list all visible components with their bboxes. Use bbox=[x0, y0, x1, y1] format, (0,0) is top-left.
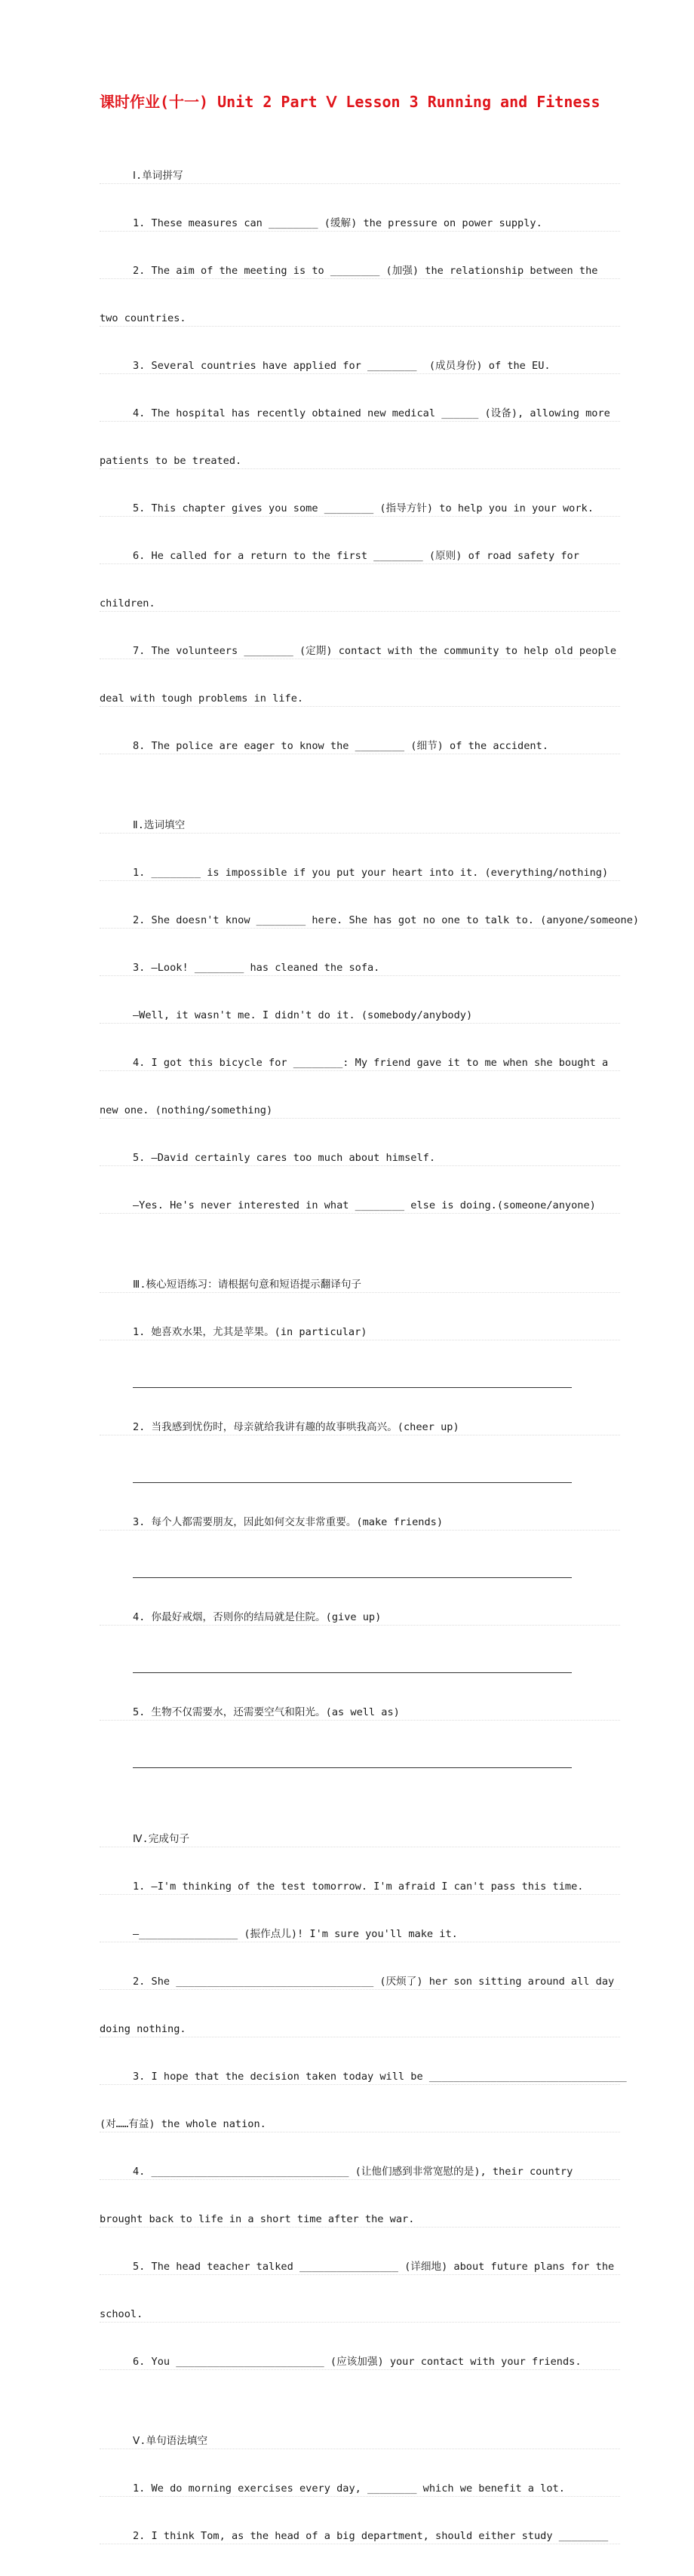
question-line: 2. She doesn't know ________ here. She has got no one to talk to. (anyone/someone) bbox=[100, 913, 620, 929]
question-line: 1. We do morning exercises every day, ________ which we benefit a lot. bbox=[100, 2481, 620, 2497]
section-heading-1: Ⅰ.单词拼写 bbox=[100, 168, 620, 184]
question-line: 6. You ________________________ (应该加强) your contact with your friends. bbox=[100, 2354, 620, 2370]
translation-prompt: 2. 当我感到忧伤时，母亲就给我讲有趣的故事哄我高兴。(cheer up) bbox=[100, 1420, 620, 1435]
question-line: new one. (nothing/something) bbox=[100, 1103, 620, 1119]
question-line: school. bbox=[100, 2307, 620, 2323]
question-line: 5. The head teacher talked ________________ (详细地) about future plans for the bbox=[100, 2259, 620, 2275]
question-line: 3. —Look! ________ has cleaned the sofa. bbox=[100, 960, 620, 976]
answer-line[interactable] bbox=[133, 1752, 572, 1768]
question-line: 4. I got this bicycle for ________: My friend gave it to me when she bought a bbox=[100, 1055, 620, 1071]
question-line: 2. The aim of the meeting is to ________ (加强) the relationship between the bbox=[100, 263, 620, 279]
answer-line[interactable] bbox=[133, 1657, 572, 1673]
question-line: —________________ (振作点儿)! I'm sure you'll make it. bbox=[100, 1927, 620, 1942]
question-line: —Yes. He's never interested in what ________ else is doing.(someone/anyone) bbox=[100, 1198, 620, 1214]
question-line: (对……有益) the whole nation. bbox=[100, 2117, 620, 2132]
question-line: 4. The hospital has recently obtained new medical ______ (设备), allowing more bbox=[100, 406, 620, 422]
translation-prompt: 5. 生物不仅需要水，还需要空气和阳光。(as well as) bbox=[100, 1705, 620, 1721]
page-title: 课时作业(十一) Unit 2 Part Ⅴ Lesson 3 Running and Fitness bbox=[100, 93, 600, 111]
section-heading-2: Ⅱ.选词填空 bbox=[100, 818, 620, 834]
question-line: 4. ________________________________ (让他们感到非常宽慰的是), their country bbox=[100, 2164, 620, 2180]
question-line: 3. Several countries have applied for ________ (成员身份) of the EU. bbox=[100, 358, 620, 374]
translation-prompt: 1. 她喜欢水果，尤其是苹果。(in particular) bbox=[100, 1325, 620, 1340]
question-line: 8. The police are eager to know the ________ (细节) of the accident. bbox=[100, 738, 620, 754]
question-line: 1. —I'm thinking of the test tomorrow. I'm afraid I can't pass this time. bbox=[100, 1879, 620, 1895]
question-line: two countries. bbox=[100, 311, 620, 327]
answer-line[interactable] bbox=[133, 1562, 572, 1578]
question-line: 2. She ________________________________ (厌烦了) her son sitting around all day bbox=[100, 1974, 620, 1990]
question-line: 5. —David certainly cares too much about himself. bbox=[100, 1150, 620, 1166]
translation-prompt: 3. 每个人都需要朋友，因此如何交友非常重要。(make friends) bbox=[100, 1515, 620, 1531]
question-line: doing nothing. bbox=[100, 2022, 620, 2037]
section-heading-5: Ⅴ.单句语法填空 bbox=[100, 2433, 620, 2449]
answer-line[interactable] bbox=[133, 1467, 572, 1483]
question-line: brought back to life in a short time after the war. bbox=[100, 2212, 620, 2228]
question-line: 5. This chapter gives you some ________ (指导方针) to help you in your work. bbox=[100, 501, 620, 517]
question-line: children. bbox=[100, 596, 620, 612]
question-line: deal with tough problems in life. bbox=[100, 691, 620, 707]
question-line: patients to be treated. bbox=[100, 453, 620, 469]
worksheet-body bbox=[100, 121, 640, 2576]
question-line: 1. These measures can ________ (缓解) the pressure on power supply. bbox=[100, 216, 620, 232]
question-line: 1. ________ is impossible if you put your heart into it. (everything/nothing) bbox=[100, 865, 620, 881]
question-line: —Well, it wasn't me. I didn't do it. (somebody/anybody) bbox=[100, 1008, 620, 1024]
question-line: 7. The volunteers ________ (定期) contact with the community to help old people bbox=[100, 643, 620, 659]
question-line: 2. I think Tom, as the head of a big department, should either study ________ bbox=[100, 2528, 620, 2544]
question-line: 6. He called for a return to the first ________ (原则) of road safety for bbox=[100, 548, 620, 564]
question-line: 3. I hope that the decision taken today will be ________________________________ bbox=[100, 2069, 620, 2085]
section-heading-4: Ⅳ.完成句子 bbox=[100, 1831, 620, 1847]
answer-line[interactable] bbox=[133, 1372, 572, 1388]
translation-prompt: 4. 你最好戒烟，否则你的结局就是住院。(give up) bbox=[100, 1610, 620, 1626]
section-heading-3: Ⅲ.核心短语练习：请根据句意和短语提示翻译句子 bbox=[100, 1277, 620, 1293]
